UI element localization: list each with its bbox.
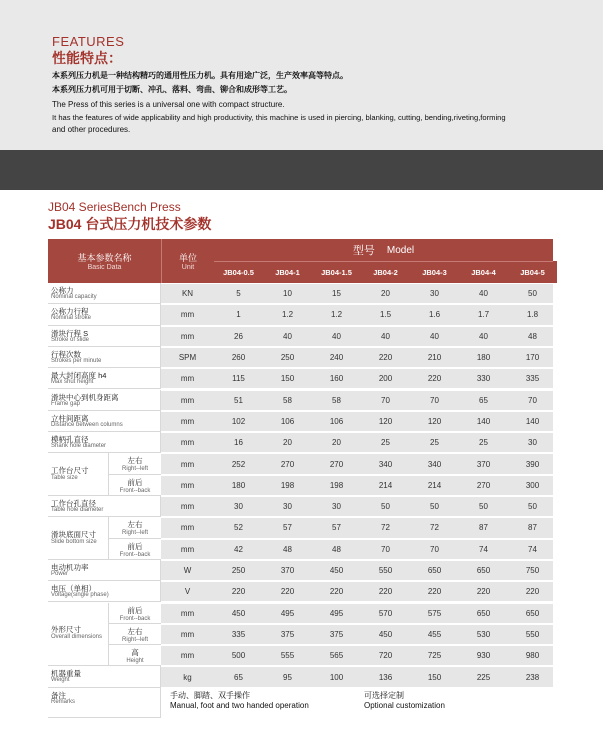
value-cell: 74 <box>528 544 537 554</box>
value-cell: 10 <box>283 289 292 299</box>
remarks-label <box>48 688 161 718</box>
value-cell: 58 <box>283 395 292 405</box>
sub-label-en: Right--left <box>121 636 148 643</box>
group-label-en: Slide bottom size <box>51 538 97 545</box>
row-label <box>48 496 161 517</box>
sub-label-en: Front--back <box>119 551 151 558</box>
value-cell: 225 <box>476 672 491 682</box>
value-cell: 455 <box>427 629 442 639</box>
row-label-cn: 工作台孔直径 <box>51 499 96 508</box>
unit-cell: mm <box>180 438 195 448</box>
spec-table <box>48 239 553 718</box>
header-model-jb04-4: JB04-4 <box>459 261 508 283</box>
group-label-en: Overall dimensions <box>51 634 103 641</box>
value-cell: 198 <box>280 480 295 490</box>
unit-cell: mm <box>180 523 195 533</box>
value-cell: 220 <box>427 374 442 384</box>
value-cell: 750 <box>525 566 540 576</box>
unit-cell: mm <box>180 310 195 320</box>
value-cell: 550 <box>378 566 393 576</box>
value-cell: 115 <box>232 374 245 384</box>
header-basic-data <box>48 239 161 283</box>
value-cell: 210 <box>427 353 442 363</box>
header-divider <box>214 261 553 262</box>
value-cell: 214 <box>378 480 393 490</box>
value-cell: 40 <box>430 331 439 341</box>
value-cell: 530 <box>476 629 491 639</box>
value-cell: 200 <box>378 374 393 384</box>
value-cell: 52 <box>234 523 243 533</box>
value-cell: 57 <box>332 523 341 533</box>
row-label-cn: 机器重量 <box>51 669 81 679</box>
remarks-text2-en: Optional customization <box>364 700 445 710</box>
unit-cell: mm <box>180 480 195 490</box>
row-label-en: Strokes per minute <box>51 357 102 364</box>
value-cell: 270 <box>329 459 344 469</box>
value-cell: 220 <box>378 353 393 363</box>
row-label <box>48 666 161 687</box>
features-line-cn-2: 本系列压力机可用于切断、冲孔、落料、弯曲、铆合和成形等工艺。 <box>52 85 292 94</box>
row-label-cn: 滑块行程 S <box>51 328 89 338</box>
value-cell: 335 <box>231 629 246 639</box>
spec-title-cn: JB04 台式压力机技术参数 <box>48 216 212 232</box>
value-cell: 70 <box>528 395 537 405</box>
value-cell: 252 <box>231 459 246 469</box>
value-cell: 650 <box>427 566 442 576</box>
value-cell: 260 <box>231 353 246 363</box>
value-cell: 980 <box>525 651 540 661</box>
header-model-en: Model <box>386 244 415 256</box>
value-cell: 70 <box>381 395 390 405</box>
value-cell: 180 <box>231 480 246 490</box>
value-cell: 650 <box>476 566 491 576</box>
header-model-title <box>214 239 553 261</box>
value-cell: 650 <box>525 608 540 618</box>
value-cell: 30 <box>283 502 292 512</box>
value-cell: 220 <box>280 587 295 597</box>
header-unit-en: Unit <box>181 264 195 271</box>
value-cell: 50 <box>381 502 390 512</box>
unit-cell: V <box>184 587 191 597</box>
value-cell: 575 <box>427 608 442 618</box>
value-cell: 330 <box>476 374 491 384</box>
group-label-cn: 外形尺寸 <box>51 625 81 635</box>
value-cell: 450 <box>231 608 246 618</box>
row-label-cn: 公称力 <box>51 286 74 295</box>
row-label <box>48 581 161 602</box>
header-basic-en: Basic Data <box>87 264 122 271</box>
row-label <box>48 283 161 304</box>
group-label-cn: 工作台尺寸 <box>51 465 89 475</box>
sub-label <box>108 645 161 666</box>
value-cell: 1.8 <box>526 310 539 320</box>
value-cell: 87 <box>479 523 488 533</box>
sub-label-en: Height <box>126 658 144 665</box>
row-label-cn: 电动机功率 <box>51 562 89 572</box>
unit-cell: KN <box>181 289 194 299</box>
value-cell: 136 <box>378 672 393 682</box>
features-section <box>0 0 603 150</box>
value-cell: 250 <box>280 353 295 363</box>
value-cell: 238 <box>525 672 540 682</box>
value-cell: 650 <box>476 608 491 618</box>
value-cell: 250 <box>231 566 246 576</box>
row-label-cn: 滑块中心到机身距离 <box>51 392 119 402</box>
value-cell: 335 <box>525 374 540 384</box>
sub-label-cn: 左右 <box>127 520 143 530</box>
unit-cell: mm <box>180 331 195 341</box>
row-label-en: Nominal capacity <box>51 294 97 300</box>
row-label-en: Max shut height <box>51 379 94 386</box>
value-cell: 95 <box>283 672 292 682</box>
remarks-text1-cn: 手动、脚踏、双手操作 <box>170 690 250 700</box>
row-label <box>48 347 161 368</box>
sub-label-cn: 前后 <box>127 477 143 487</box>
features-line-cn-1: 本系列压力机是一种结构精巧的通用性压力机。具有用途广泛，生产效率高等特点。 <box>52 71 348 80</box>
value-cell: 565 <box>329 651 344 661</box>
row-label-cn: 立柱间距离 <box>51 413 89 423</box>
value-cell: 40 <box>283 331 292 341</box>
value-cell: 570 <box>378 608 393 618</box>
value-cell: 102 <box>231 416 246 426</box>
sub-label-cn: 高 <box>131 648 139 658</box>
header-unit-cn: 单位 <box>178 253 197 263</box>
sub-label-cn: 前后 <box>127 605 143 615</box>
row-label <box>48 411 161 432</box>
sub-label-cn: 左右 <box>127 626 143 636</box>
value-cell: 40 <box>332 331 341 341</box>
value-cell: 20 <box>332 438 341 448</box>
sub-label <box>108 517 161 538</box>
value-cell: 72 <box>381 523 390 533</box>
value-cell: 87 <box>528 523 537 533</box>
unit-cell: SPM <box>178 353 197 363</box>
remarks-text1-en: Manual, foot and two handed operation <box>170 700 309 710</box>
value-cell: 20 <box>283 438 292 448</box>
value-cell: 58 <box>332 395 341 405</box>
value-cell: 160 <box>329 374 344 384</box>
value-cell: 725 <box>427 651 442 661</box>
value-cell: 1.2 <box>330 310 343 320</box>
value-cell: 1.7 <box>477 310 490 320</box>
spec-title-en: JB04 SeriesBench Press <box>48 200 181 214</box>
unit-cell: mm <box>180 395 195 405</box>
value-cell: 25 <box>479 438 488 448</box>
value-cell: 555 <box>280 651 295 661</box>
unit-cell: W <box>183 566 192 576</box>
value-cell: 270 <box>476 480 491 490</box>
value-cell: 140 <box>525 416 540 426</box>
value-cell: 30 <box>234 502 243 512</box>
unit-cell: mm <box>180 608 195 618</box>
value-cell: 340 <box>427 459 442 469</box>
value-cell: 220 <box>427 587 442 597</box>
value-cell: 106 <box>329 416 344 426</box>
row-label-cn: 模柄孔直径 <box>51 435 89 445</box>
header-model-jb04-2: JB04-2 <box>361 261 410 283</box>
remarks-label-cn: 备注 <box>51 690 66 700</box>
header-model-jb04-1: JB04-1 <box>263 261 312 283</box>
remarks-text2-cn: 可选择定制 <box>364 690 404 700</box>
unit-cell: mm <box>180 544 195 554</box>
value-cell: 51 <box>234 395 243 405</box>
value-cell: 1.5 <box>379 310 392 320</box>
value-cell: 72 <box>430 523 439 533</box>
sub-label <box>108 539 161 560</box>
value-cell: 65 <box>234 672 243 682</box>
sub-label <box>108 453 161 474</box>
value-cell: 30 <box>528 438 537 448</box>
value-cell: 375 <box>329 629 344 639</box>
value-cell: 300 <box>525 480 540 490</box>
row-label-cn: 公称力行程 <box>51 307 89 317</box>
sub-label-en: Front--back <box>119 615 151 622</box>
sub-label-cn: 前后 <box>127 541 143 551</box>
value-cell: 270 <box>280 459 295 469</box>
row-label-en: Voltage(single phase) <box>51 592 109 599</box>
sub-label <box>108 475 161 496</box>
unit-cell: mm <box>180 502 195 512</box>
sub-label-cn: 左右 <box>127 456 143 466</box>
header-model-jb04-0.5: JB04-0.5 <box>214 261 263 283</box>
row-label <box>48 390 161 411</box>
unit-cell: kg <box>183 672 192 682</box>
unit-cell: mm <box>180 651 195 661</box>
header-basic-cn: 基本参数名称 <box>77 253 132 263</box>
row-label <box>48 326 161 347</box>
header-unit <box>161 239 214 283</box>
value-cell: 40 <box>479 331 488 341</box>
value-cell: 198 <box>329 480 344 490</box>
header-model-jb04-5: JB04-5 <box>508 261 557 283</box>
features-title-cn: 性能特点： <box>52 50 122 66</box>
value-cell: 930 <box>476 651 491 661</box>
value-cell: 120 <box>378 416 393 426</box>
value-cell: 40 <box>381 331 390 341</box>
group-label <box>48 517 108 560</box>
value-cell: 220 <box>329 587 344 597</box>
value-cell: 100 <box>329 672 344 682</box>
value-cell: 1.6 <box>428 310 441 320</box>
group-label <box>48 603 108 667</box>
value-cell: 16 <box>234 438 243 448</box>
value-cell: 42 <box>234 544 243 554</box>
row-label-en: Weight <box>51 677 70 684</box>
value-cell: 26 <box>234 331 243 341</box>
features-line-en-1: The Press of this series is a universal one with compact structure. <box>52 100 285 109</box>
row-label-en: Shank hole diameter <box>51 443 107 450</box>
sub-label-en: Front--back <box>119 487 151 494</box>
row-label-cn: 电压（单相） <box>51 584 96 594</box>
value-cell: 50 <box>528 502 537 512</box>
value-cell: 1.2 <box>281 310 294 320</box>
value-cell: 120 <box>427 416 442 426</box>
value-cell: 106 <box>280 416 295 426</box>
unit-cell: mm <box>180 416 195 426</box>
value-cell: 48 <box>283 544 292 554</box>
value-cell: 220 <box>525 587 540 597</box>
value-cell: 500 <box>231 651 246 661</box>
value-cell: 50 <box>479 502 488 512</box>
value-cell: 370 <box>476 459 491 469</box>
features-line-en-2: It has the features of wide applicability and high productivity, this machine is used in piercing, blanking, cutting, bending,riveting,forming <box>52 113 506 122</box>
group-label-en: Table size <box>51 474 78 481</box>
value-cell: 48 <box>332 544 341 554</box>
value-cell: 150 <box>280 374 295 384</box>
value-cell: 340 <box>378 459 393 469</box>
value-cell: 550 <box>525 629 540 639</box>
value-cell: 170 <box>525 353 540 363</box>
value-cell: 70 <box>381 544 390 554</box>
header-model-jb04-1.5: JB04-1.5 <box>312 261 361 283</box>
header-model-cn: 型号 <box>352 245 375 257</box>
sub-label-en: Right--left <box>121 466 148 473</box>
value-cell: 70 <box>430 395 439 405</box>
row-label <box>48 304 161 325</box>
value-cell: 140 <box>476 416 491 426</box>
sub-label <box>108 603 161 624</box>
value-cell: 40 <box>479 289 488 299</box>
row-label-en: Power <box>51 570 69 577</box>
row-label <box>48 432 161 453</box>
value-cell: 65 <box>479 395 488 405</box>
group-label <box>48 453 108 496</box>
value-cell: 50 <box>430 502 439 512</box>
row-label <box>48 560 161 581</box>
value-cell: 495 <box>280 608 295 618</box>
row-label-en: Stroke of slide <box>51 336 90 343</box>
value-cell: 370 <box>280 566 295 576</box>
row-label-cn: 最大封闭高度 h4 <box>51 371 107 381</box>
sub-label <box>108 624 161 645</box>
value-cell: 20 <box>381 289 390 299</box>
value-cell: 220 <box>231 587 246 597</box>
value-cell: 25 <box>381 438 390 448</box>
value-cell: 390 <box>525 459 540 469</box>
row-label <box>48 368 161 389</box>
row-label-cn: 行程次数 <box>51 349 81 359</box>
header-model-jb04-3: JB04-3 <box>410 261 459 283</box>
value-cell: 150 <box>427 672 442 682</box>
value-cell: 15 <box>332 289 341 299</box>
row-label-en: Table hole diameter <box>51 507 104 513</box>
dark-band <box>0 150 603 190</box>
value-cell: 30 <box>430 289 439 299</box>
value-cell: 450 <box>378 629 393 639</box>
value-cell: 5 <box>236 289 241 299</box>
value-cell: 50 <box>528 289 537 299</box>
value-cell: 30 <box>332 502 341 512</box>
value-cell: 25 <box>430 438 439 448</box>
unit-cell: mm <box>180 629 195 639</box>
features-title-en: FEATURES <box>52 34 125 49</box>
value-cell: 1 <box>236 310 241 320</box>
value-cell: 214 <box>427 480 442 490</box>
value-cell: 375 <box>280 629 295 639</box>
group-label-cn: 滑块底面尺寸 <box>51 529 96 539</box>
value-cell: 48 <box>528 331 537 341</box>
unit-cell: mm <box>180 459 195 469</box>
row-label-en: Distance between columns <box>51 421 123 428</box>
row-label-en: Frame gap <box>51 400 81 407</box>
value-cell: 180 <box>476 353 491 363</box>
sub-label-en: Right--left <box>121 530 148 537</box>
value-cell: 70 <box>430 544 439 554</box>
value-cell: 240 <box>329 353 344 363</box>
value-cell: 495 <box>329 608 344 618</box>
row-label-en: Nominal stroke <box>51 315 92 322</box>
remarks-label-en: Remarks <box>51 698 76 705</box>
value-cell: 74 <box>479 544 488 554</box>
unit-cell: mm <box>180 374 195 384</box>
value-cell: 220 <box>378 587 393 597</box>
value-cell: 450 <box>329 566 344 576</box>
features-line-en-3: and other procedures. <box>52 125 131 134</box>
value-cell: 57 <box>283 523 292 533</box>
value-cell: 220 <box>476 587 491 597</box>
value-cell: 720 <box>378 651 393 661</box>
